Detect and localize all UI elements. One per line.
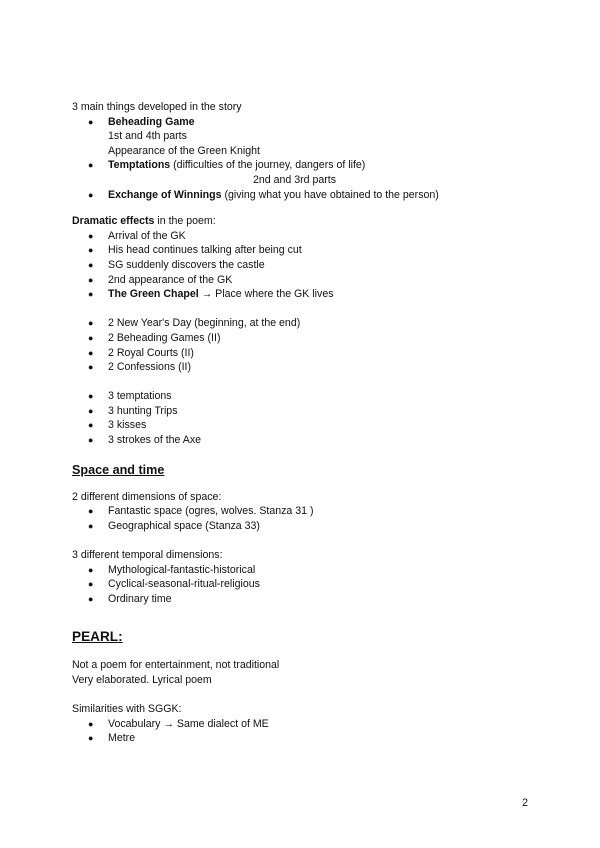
bullet-icon: ● [88,347,94,358]
list-item [72,418,542,433]
bullet-icon: ● [88,318,94,329]
bullet-icon: ● [88,506,94,517]
bullet-icon: ● [88,564,94,575]
dramatic-bold: Dramatic effects [72,215,155,228]
item-text: 3 kisses [108,419,147,432]
list-item [72,188,542,203]
item-bold: The Green Chapel [108,288,199,301]
bullet-icon: ● [88,332,94,343]
item-text: Geographical space (Stanza 33) [108,519,260,532]
sub-line [72,173,542,188]
list-item [72,346,542,361]
list-item [72,273,542,288]
item-text: 3 hunting Trips [108,404,178,417]
list-item [72,577,542,592]
dramatic-rest: in the poem: [154,215,216,228]
bullet-icon: ● [88,420,94,431]
list-item [72,433,542,448]
item-text: 2 New Year's Day (beginning, at the end) [108,317,301,330]
list-item [72,316,542,331]
item-text: SG suddenly discovers the castle [108,258,265,271]
item-text: 2 Confessions (II) [108,361,192,374]
list-item [72,243,542,258]
doubles-list [72,316,542,374]
item-text: Fantastic space (ogres, wolves. Stanza 31 ) [108,505,314,518]
bullet-icon: ● [88,230,94,241]
item-text: Ordinary time [108,592,172,605]
list-item [72,360,542,375]
list-item [72,519,542,534]
bullet-icon: ● [88,435,94,446]
sub-line [72,129,542,144]
similarities-list [72,717,542,746]
bullet-icon: ● [88,718,94,729]
list-item [72,158,542,173]
bullet-icon: ● [88,259,94,270]
sub-text: Appearance of the Green Knight [108,144,260,157]
document-body [72,100,542,746]
sub-line [72,144,542,159]
sub-text: 2nd and 3rd parts [253,173,337,186]
item-bold: Exchange of Winnings [108,188,222,201]
item-text: Arrival of the GK [108,229,186,242]
space-intro: 2 different dimensions of space: [72,490,222,503]
bullet-icon: ● [88,579,94,590]
item-bold: Beheading Game [108,115,195,128]
bullet-icon: ● [88,733,94,744]
intro-line: 3 main things developed in the story [72,101,242,113]
bullet-icon: ● [88,593,94,604]
list-item [72,504,542,519]
bullet-icon: ● [88,189,94,200]
space-list [72,504,542,533]
bullet-icon: ● [88,274,94,285]
list-item [72,389,542,404]
item-text: 3 strokes of the Axe [108,434,202,447]
item-text: Vocabulary → Same dialect of ME [108,717,269,730]
list-item [72,287,542,302]
list-item [72,258,542,273]
pearl-heading: PEARL: [72,629,123,645]
item-text: Mythological-fantastic-historical [108,563,256,576]
item-text: 2 Royal Courts (II) [108,346,194,359]
item-text: 2 Beheading Games (II) [108,331,221,344]
list-item [72,731,542,746]
dramatic-heading [72,214,542,229]
list-item [72,229,542,244]
temporal-intro: 3 different temporal dimensions: [72,549,223,562]
list-item [72,115,542,130]
bullet-icon: ● [88,362,94,373]
space-time-heading: Space and time [72,462,165,477]
bullet-icon: ● [88,289,94,300]
item-rest: (difficulties of the journey, dangers of life) [170,159,366,172]
item-rest: → Place where the GK lives [198,288,334,301]
bullet-icon: ● [88,245,94,256]
pearl-line: Very elaborated. Lyrical poem [72,674,212,686]
item-bold: Temptations [108,159,171,172]
main-things-list [72,115,542,203]
list-item [72,592,542,607]
item-text: 2nd appearance of the GK [108,273,233,286]
list-item [72,717,542,732]
item-text: Metre [108,732,136,745]
list-item [72,331,542,346]
triples-list [72,389,542,447]
item-text: His head continues talking after being cut [108,244,302,257]
list-item [72,563,542,578]
list-item [72,404,542,419]
bullet-icon: ● [88,391,94,402]
temporal-list [72,563,542,607]
bullet-icon: ● [88,405,94,416]
item-text: 3 temptations [108,390,172,403]
bullet-icon: ● [88,116,94,127]
similarities-intro: Similarities with SGGK: [72,703,182,716]
page-number: 2 [522,797,528,809]
bullet-icon: ● [88,520,94,531]
item-rest: (giving what you have obtained to the person) [221,188,439,201]
pearl-line: Not a poem for entertainment, not traditional [72,659,280,672]
dramatic-list [72,229,542,302]
item-text: Cyclical-seasonal-ritual-religious [108,578,260,591]
bullet-icon: ● [88,160,94,171]
sub-text: 1st and 4th parts [108,130,187,143]
